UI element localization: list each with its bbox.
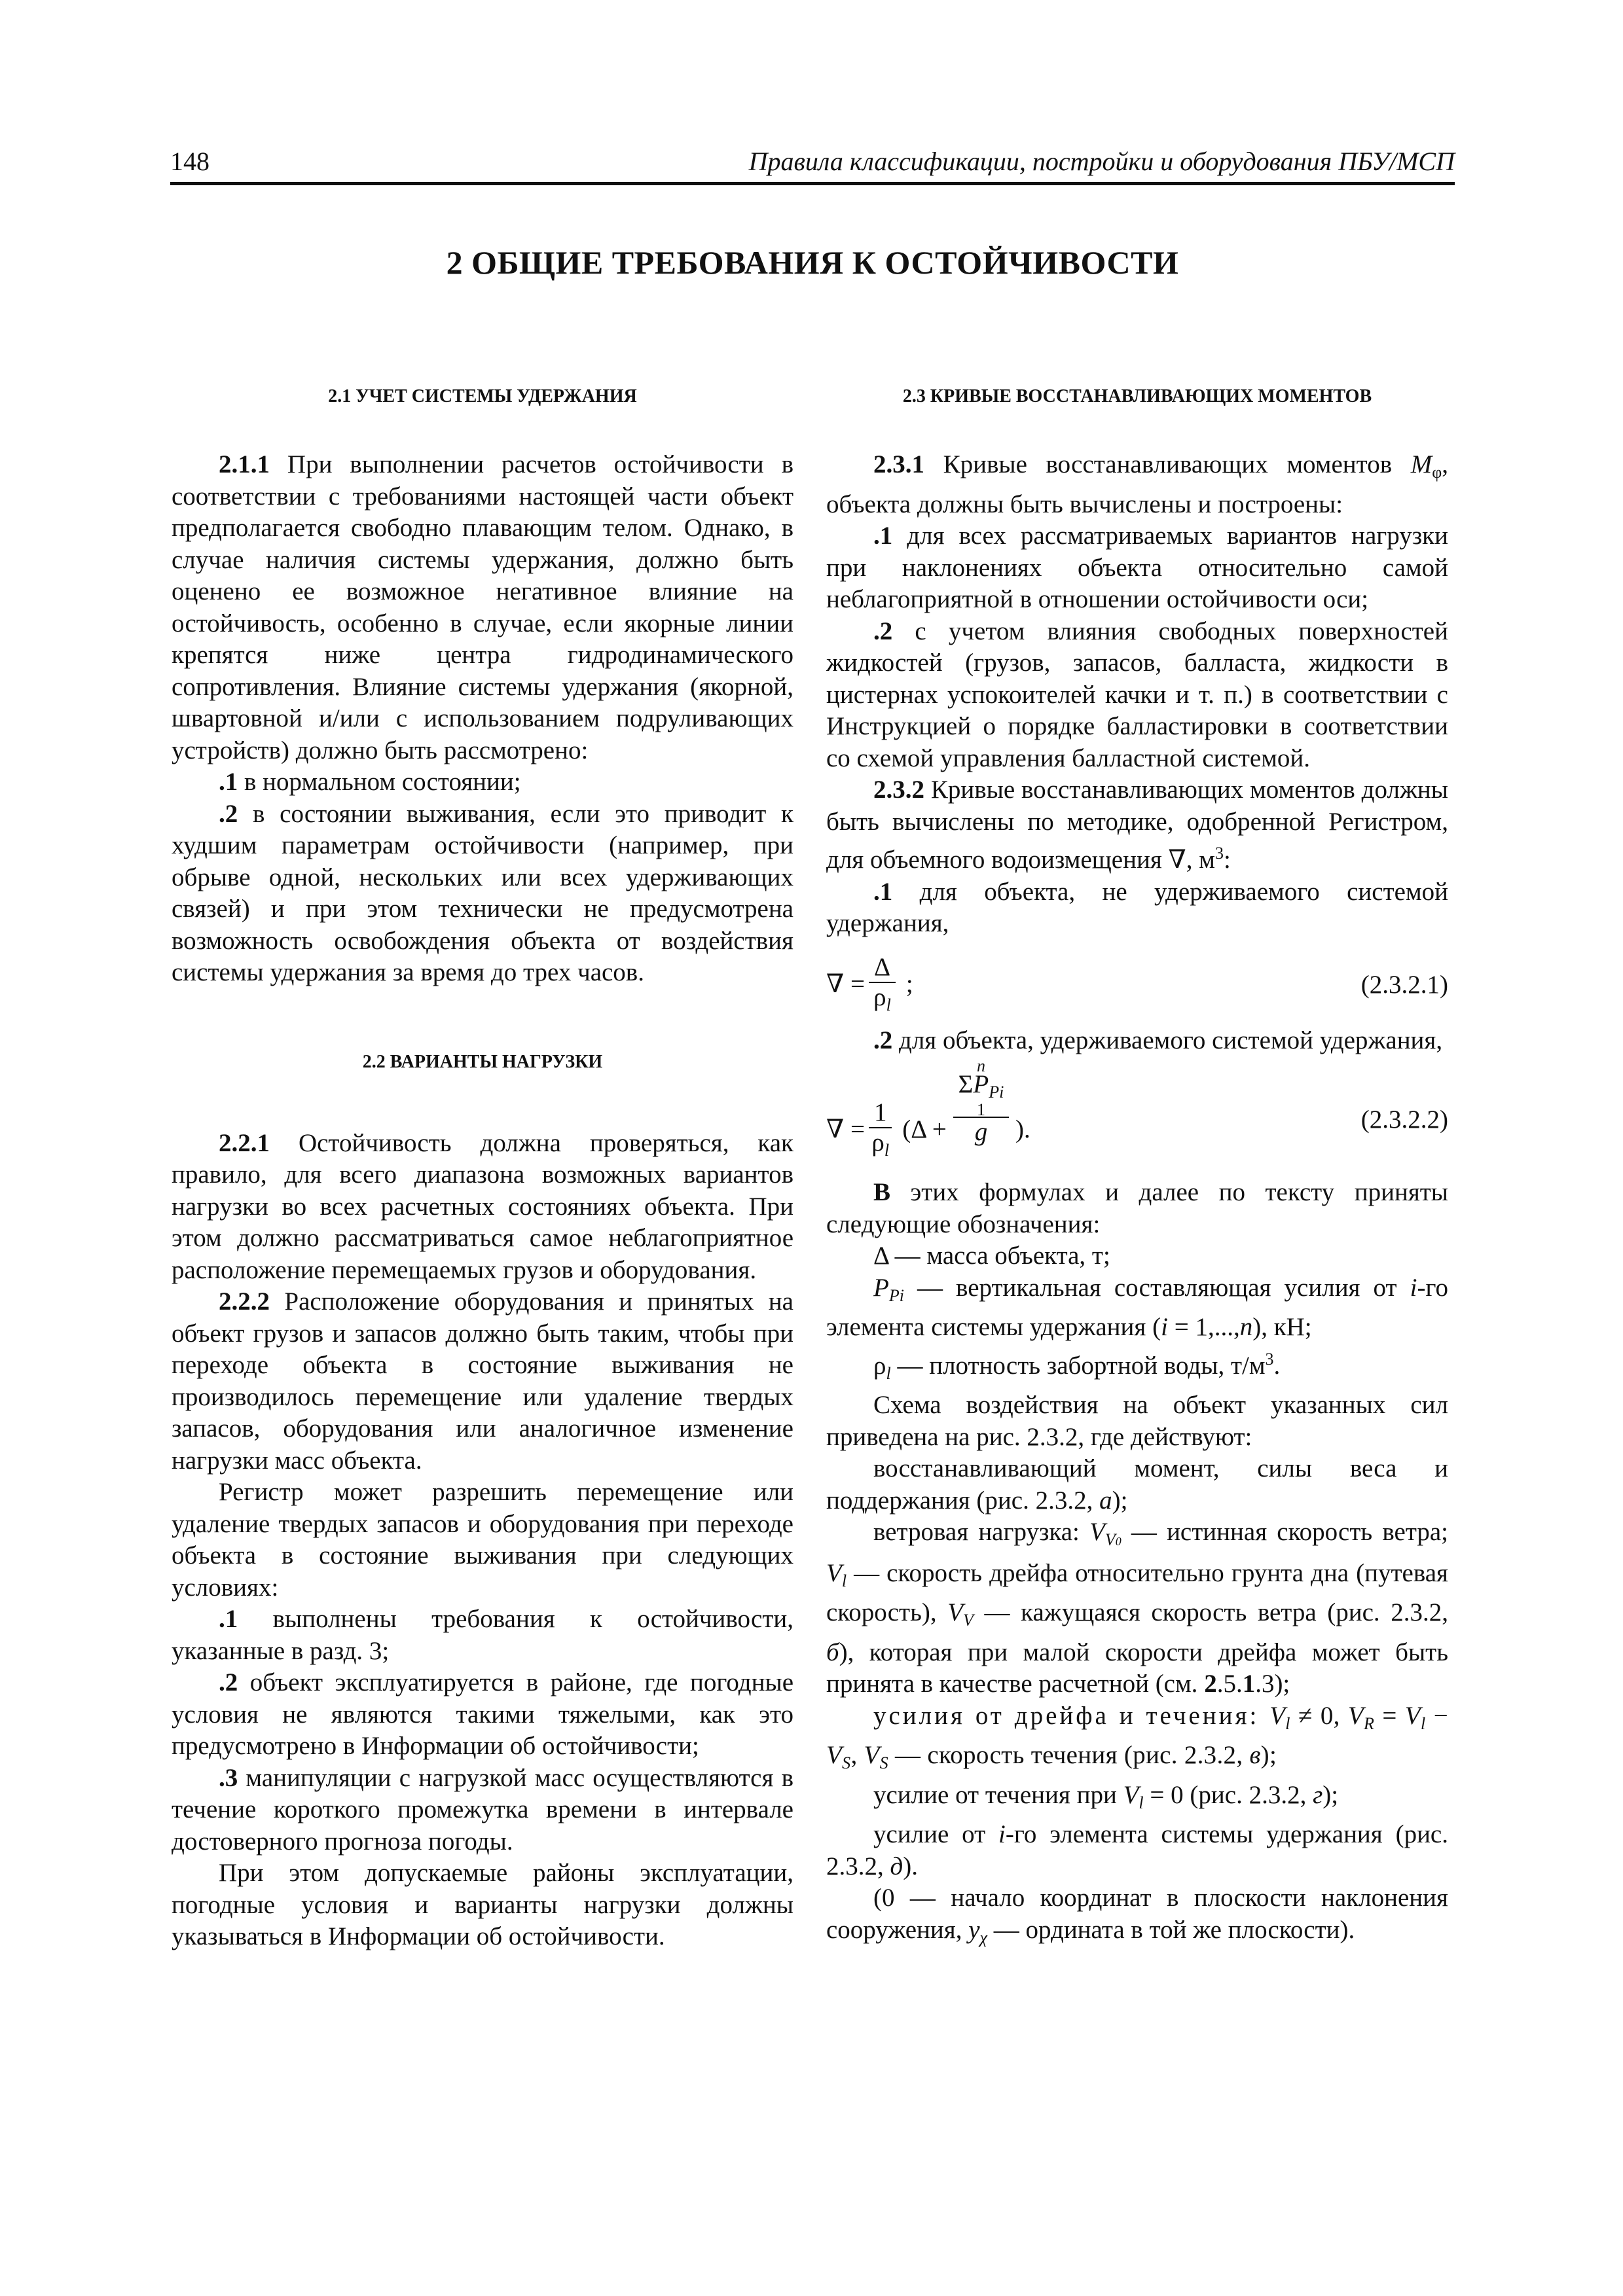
item-2-3-2-1: .1 для объекта, не удерживаемого системой удержания, xyxy=(826,877,1449,937)
paragraph-drift: усилия от дрейфа и течения: $V_l \ne 0$, $V_R = V_l - V_S$, $V_S$ — скорость течения (рис. 2.3.2, в); xyxy=(826,1701,1448,1772)
paragraph-2-2-1: 2.2.1 Остойчивость должна проверяться, как правило, для всего диапазона возможных вариантов нагрузки во всех расчетных состояниях объекта. При этом должно рассматриваться самое неблагоприятное расположение перемещаемых грузов и оборудования. xyxy=(172,1128,794,1284)
paragraph-scheme: Схема воздействия на объект указанных сил приведена на рис. 2.3.2, где действуют: xyxy=(826,1391,1448,1451)
item-2-2-2-1: .1 выполнены требования к остойчивости, указанные в разд. 3; xyxy=(172,1605,794,1665)
section-2-1-heading: 2.1 УЧЕТ СИСТЕМЫ УДЕРЖАНИЯ xyxy=(328,386,637,406)
item-2-1-1-1: .1 в нормальном состоянии; xyxy=(219,768,521,796)
page-header xyxy=(170,139,1455,185)
item-2-3-2-2: .2 для объекта, удерживаемого системой удержания, xyxy=(873,1026,1443,1054)
notation-rho: $\rho_l$ — плотность забортной воды, $т/м^3$. xyxy=(873,1349,1281,1383)
paragraph-2-2-2-register: Регистр может разрешить перемещение или удаление твердых запасов и оборудования при переходе объекта в состояние выживания при следующих условиях: xyxy=(172,1478,793,1602)
paragraph-wind: ветровая нагрузка: $V_{V0}$ — истинная скорость ветра; $V_l$ — скорость дрейфа относительно грунта дна (путевая скорость), $V_V$ — кажущаяся скорость ветра (рис. 2.3.2, б), которая при малой скорости дрейфа может быть принята в качестве расчетной (см. 2.5.1.3); xyxy=(826,1518,1448,1698)
item-2-3-1-1: .1 для всех рассматриваемых вариантов нагрузки при наклонениях объекта относительно самой неблагоприятной в отношении остойчивости оси; xyxy=(826,522,1449,613)
item-2-2-2-3: .3 манипуляции с нагрузкой масс осуществляются в течение короткого промежутка времени в интервале достоверного прогноза погоды. xyxy=(172,1763,794,1856)
notation-P: $P_{Pi}$ — вертикальная составляющая усилия от i-го элемента системы удержания (i = 1,...,n), кН; xyxy=(826,1273,1448,1341)
running-title: Правила классификации, постройки и оборудования ПБУ/МСП xyxy=(748,147,1455,176)
item-2-3-1-2: .2 с учетом влияния свободных поверхностей жидкостей (грузов, запасов, балласта, жидкости в цистернах успокоителей качки и т. п.) в соответствии с Инструкцией о порядке балластировки в соответствии со схемой управления балластной системой. xyxy=(826,617,1448,772)
item-2-1-1-2: .2 в состоянии выживания, если это приводит к худшим параметрам остойчивости (например, при обрыве одной, нескольких или всех удерживающих связей) и при этом технически не предусмотрена возможность освобождения объекта от воздействия системы удержания за время до трех часов. xyxy=(172,799,794,986)
notation-delta: Δ — масса объекта, т; xyxy=(873,1242,1110,1270)
page-number: 148 xyxy=(170,147,210,176)
formula-2-3-2-1: ∇ = $\frac{\Delta}{\rho_l}$ ; (2.3.2.1) xyxy=(826,952,1448,1014)
chapter-title: 2 ОБЩИЕ ТРЕБОВАНИЯ К ОСТОЙЧИВОСТИ xyxy=(446,244,1179,281)
paragraph-element: усилие от i-го элемента системы удержания (рис. 2.3.2, д). xyxy=(826,1820,1448,1880)
paragraph-current: усилие от течения при $V_l = 0$ (рис. 2.3.2, г); xyxy=(873,1780,1339,1812)
right-column xyxy=(826,386,1448,1954)
paragraph-2-3-2: 2.3.2 Кривые восстанавливающих моментов должны быть вычислены по методике, одобренной Регистром, для объемного водоизмещения ∇, $м^3$: xyxy=(826,776,1448,874)
equation-number: (2.3.2.2) xyxy=(1360,1105,1448,1134)
paragraph-origin: (0 — начало координат в плоскости наклонения сооружения, $y_\chi$ — ордината в той же плоскости). xyxy=(826,1884,1448,1947)
paragraph-2-2-2-final: При этом допускаемые районы эксплуатации, погодные условия и варианты нагрузки должны указываться в Информации об остойчивости. xyxy=(172,1859,793,1950)
item-2-2-2-2: .2 объект эксплуатируется в районе, где погодные условия не являются такими тяжелыми, как это предусмотрено в Информации об остойчивости; xyxy=(172,1668,793,1760)
paragraph-2-1-1: 2.1.1 При выполнении расчетов остойчивости в соответствии с требованиями настоящей части объект предполагается свободно плавающим телом. Однако, в случае наличия системы удержания, должно быть оценено ее возможное негативное влияние на остойчивость, особенно в случае, если якорные линии крепятся ниже центра гидродинамического сопротивления. Влияние системы удержания (якорной, швартовной и/или с использованием подруливающих устройств) должно быть рассмотрено: xyxy=(172,450,793,764)
section-2-3-heading: 2.3 КРИВЫЕ ВОССТАНАВЛИВАЮЩИХ МОМЕНТОВ xyxy=(902,386,1372,406)
section-2-2-heading: 2.2 ВАРИАНТЫ НАГРУЗКИ xyxy=(362,1051,603,1072)
formula-2-3-2-2: ∇ = $\frac{1}{\rho_l}$ (Δ + n $\Sigma P_{Pi}$ 1 g ). (2.3.2.2) xyxy=(826,1056,1448,1160)
paragraph-2-2-2: 2.2.2 Расположение оборудования и принятых на объект грузов и запасов должно быть таким, чтобы при переходе объекта в состояние выживания не производилось перемещение или удаление твердых запасов, оборудования или аналогичное изменение нагрузки масс объекта. xyxy=(172,1287,793,1475)
paragraph-moment: восстанавливающий момент, силы веса и поддержания (рис. 2.3.2, а); xyxy=(826,1454,1448,1515)
paragraph-2-3-1: 2.3.1 Кривые восстанавливающих моментов $M_\varphi$, объекта должны быть вычислены и построены: xyxy=(826,450,1448,518)
equation-number: (2.3.2.1) xyxy=(1360,970,1448,999)
notation-intro: В этих формулах и далее по тексту приняты следующие обозначения: xyxy=(826,1178,1448,1238)
left-column xyxy=(172,386,793,1953)
